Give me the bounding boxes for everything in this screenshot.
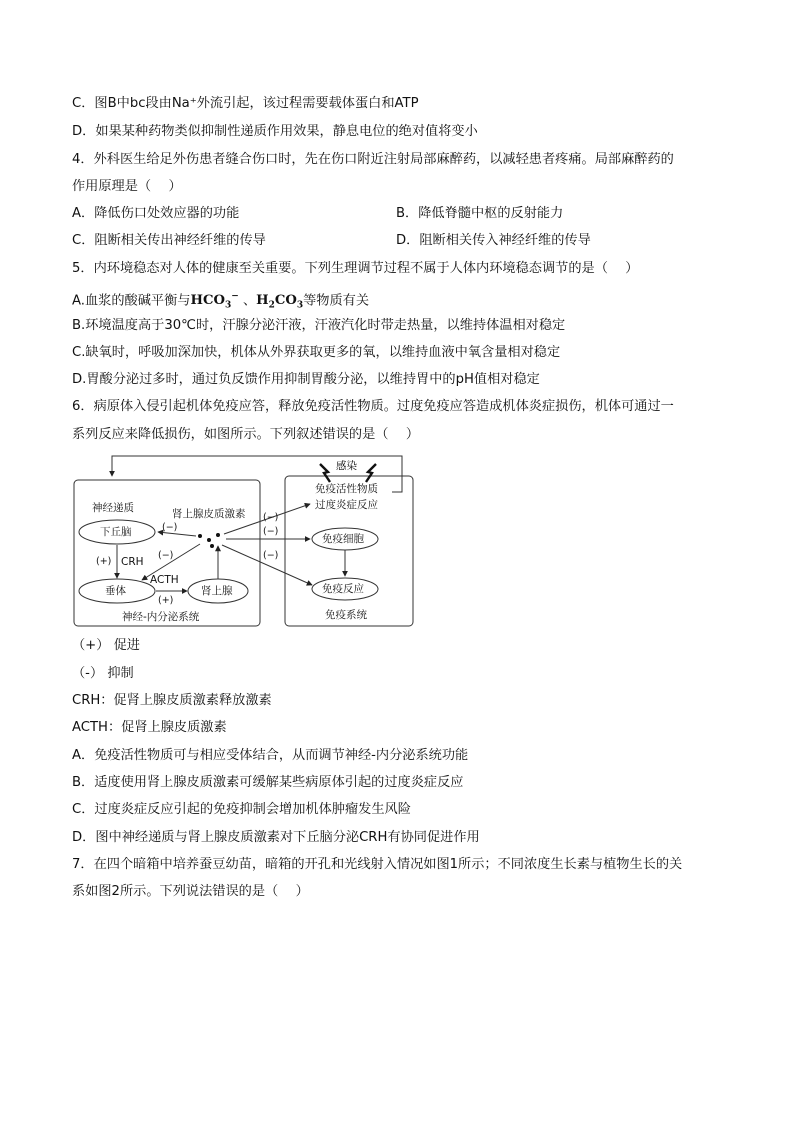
corticoid-label: 肾上腺皮质激素 [172, 508, 246, 520]
q6-option-d: D．图中神经递质与肾上腺皮质激素对下丘脑分泌CRH有协同促进作用 [72, 830, 480, 845]
plus-acth-label: (+) [158, 595, 174, 606]
immune-active-substance-label: 免疫活性物质 [315, 483, 378, 495]
minus-immune-cell-label: (−) [263, 526, 279, 537]
legend-promote: （+） 促进 [72, 638, 140, 653]
neurotransmitter-label: 神经递质 [92, 502, 134, 514]
carbonic-acid-formula: $H_2CO_3$ [256, 293, 304, 312]
q5-option-b: B.环境温度高于30℃时，汗腺分泌汗液，汗液汽化时带走热量，以维持体温相对稳定 [72, 318, 566, 333]
immune-system-label: 免疫系统 [325, 609, 367, 621]
q4-option-d: D．阻断相关传入神经纤维的传导 [396, 233, 591, 248]
legend-acth: ACTH：促肾上腺皮质激素 [72, 720, 227, 735]
q6-option-a: A．免疫活性物质可与相应受体结合，从而调节神经-内分泌系统功能 [72, 748, 469, 763]
option-c-prev: C．图B中bc段由Na⁺外流引起，该过程需要载体蛋白和ATP [72, 96, 419, 111]
q5-a-suffix: 等物质有关 [303, 293, 370, 309]
question-6-stem: 6．病原体入侵引起机体免疫应答，释放免疫活性物质。过度免疫应答造成机体炎症损伤，机体可通过一 [72, 399, 674, 414]
question-4-stem: 4．外科医生给足外伤患者缝合伤口时，先在伤口附近注射局部麻醉药，以减轻患者疼痛。局部麻醉药的 [72, 152, 674, 167]
q5-option-c: C.缺氧时，呼吸加深加快，机体从外界获取更多的氧，以维持血液中氧含量相对稳定 [72, 345, 561, 360]
question-7-stem: 7．在四个暗箱中培养蚕豆幼苗，暗箱的开孔和光线射入情况如图1所示；不同浓度生长素与植物生长的关 [72, 857, 683, 872]
minus-inflammation-label: (−) [263, 512, 279, 523]
q6-option-c: C．过度炎症反应引起的免疫抑制会增加机体肿瘤发生风险 [72, 802, 411, 817]
legend-crh: CRH：促肾上腺皮质激素释放激素 [72, 693, 272, 708]
crh-label: CRH [121, 556, 144, 568]
infection-label: 感染 [336, 460, 357, 472]
q4-option-c: C．阻断相关传出神经纤维的传导 [72, 233, 266, 248]
legend-inhibit: （-） 抑制 [72, 666, 134, 681]
q5-a-prefix: A.血浆的酸碱平衡与 [72, 293, 191, 309]
over-inflammation-label: 过度炎症反应 [315, 499, 378, 511]
minus-immune-response-label: (−) [263, 550, 279, 561]
adrenal-label: 肾上腺 [201, 585, 233, 597]
acth-label: ACTH [150, 574, 179, 586]
immune-response-label: 免疫反应 [322, 583, 364, 595]
minus-pituitary-label: (−) [158, 550, 174, 561]
q4-option-a: A．降低伤口处效应器的功能 [72, 206, 240, 221]
diagram-svg [72, 452, 417, 628]
lightning-left-icon [320, 464, 330, 482]
option-d-prev: D．如果某种药物类似抑制性递质作用效果，静息电位的绝对值将变小 [72, 124, 478, 139]
bicarbonate-formula: $HCO_3^-$ [190, 292, 239, 312]
q5-option-a [72, 288, 369, 315]
immune-cell-label: 免疫细胞 [322, 533, 364, 545]
q4-option-b: B．降低脊髓中枢的反射能力 [396, 206, 564, 221]
question-5-stem: 5．内环境稳态对人体的健康至关重要。下列生理调节过程不属于人体内环境稳态调节的是（ ） [72, 261, 639, 276]
q5-option-d: D.胃酸分泌过多时，通过负反馈作用抑制胃酸分泌，以维持胃中的pH值相对稳定 [72, 372, 540, 387]
hypothalamus-label: 下丘脑 [100, 526, 132, 538]
q6-option-b: B．适度使用肾上腺皮质激素可缓解某些病原体引起的过度炎症反应 [72, 775, 464, 790]
question-7-stem-cont: 系如图2所示。下列说法错误的是（ ） [72, 884, 309, 899]
question-6-stem-cont: 系列反应来降低损伤，如图所示。下列叙述错误的是（ ） [72, 427, 420, 442]
plus-crh-label: (+) [96, 556, 112, 567]
lightning-right-icon [366, 464, 376, 482]
separator: 、 [238, 293, 257, 309]
question-4-stem-cont: 作用原理是（ ） [72, 179, 182, 194]
neuro-endocrine-label: 神经-内分泌系统 [122, 611, 200, 623]
pituitary-label: 垂体 [105, 585, 126, 597]
minus-hypothalamus-label: (−) [162, 522, 178, 533]
immune-neuroendocrine-diagram [72, 452, 417, 628]
